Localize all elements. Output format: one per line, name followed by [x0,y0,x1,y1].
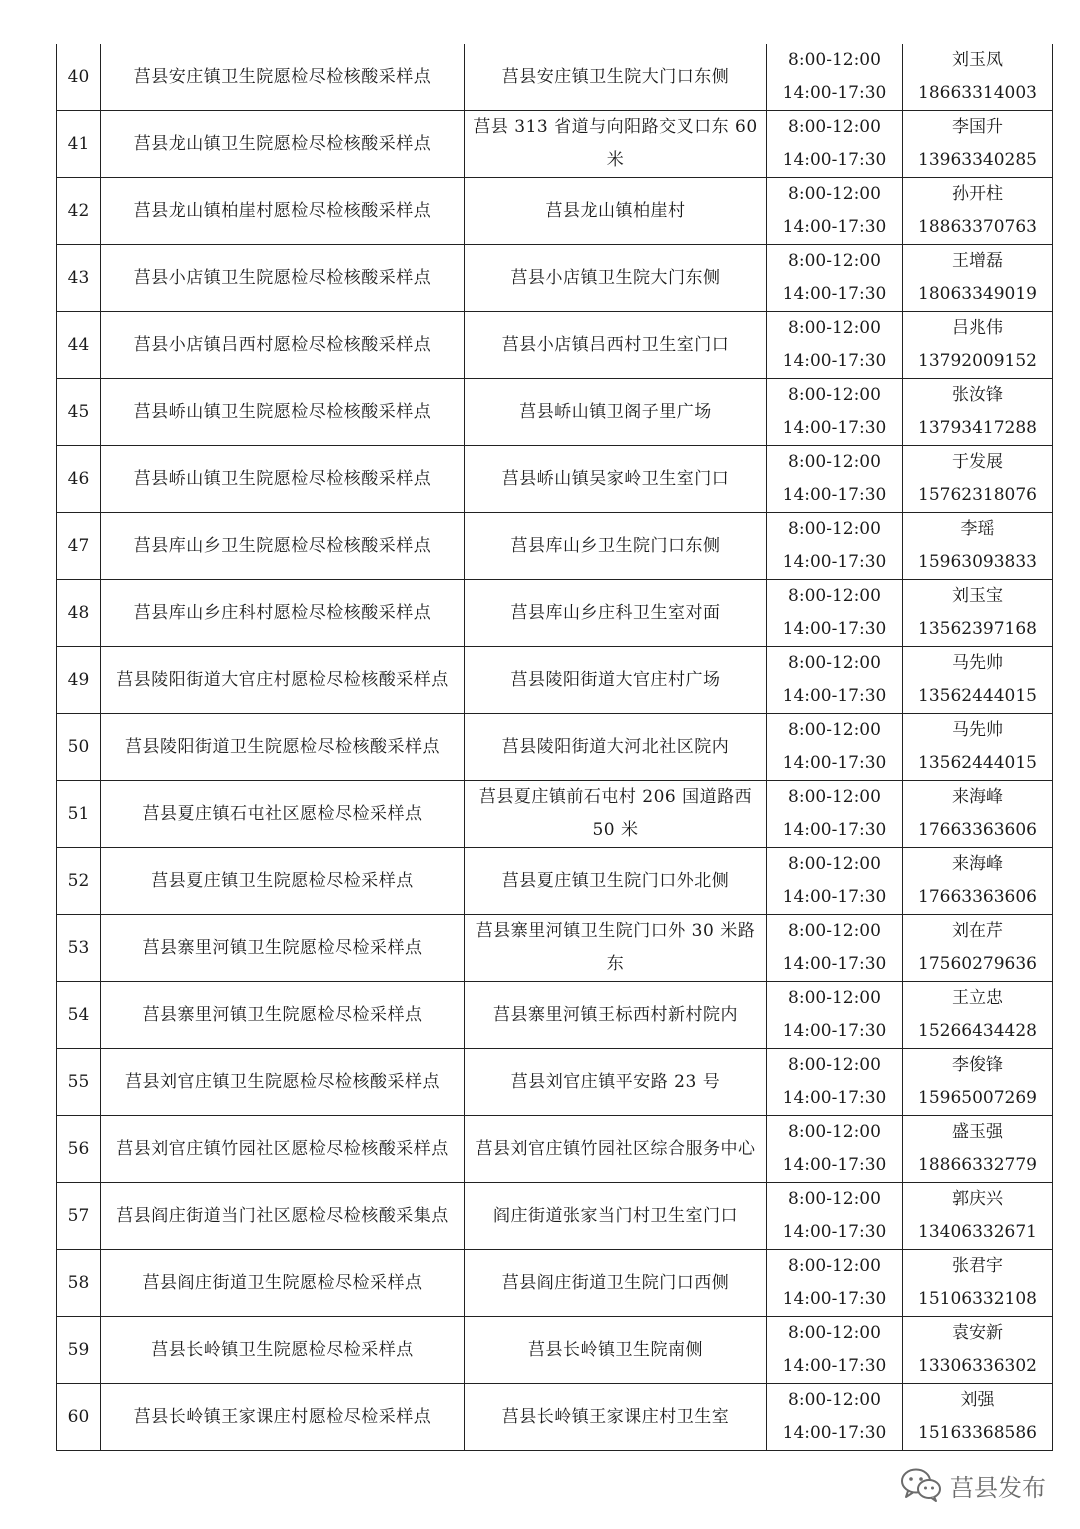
row-number: 59 [57,1317,101,1384]
afternoon-hours: 14:00-17:30 [782,1088,887,1108]
afternoon-hours: 14:00-17:30 [782,150,887,170]
contact-phone: 13793417288 [918,418,1037,438]
table-row [57,312,1053,379]
morning-hours: 8:00-12:00 [788,117,881,137]
site-name: 莒县库山乡庄科村愿检尽检核酸采样点 [101,580,465,647]
row-number: 53 [57,915,101,982]
contact-name: 王增磊 [952,251,1003,271]
morning-hours: 8:00-12:00 [788,988,881,1008]
row-number: 44 [57,312,101,379]
contact-name: 张汝锋 [952,385,1003,405]
afternoon-hours: 14:00-17:30 [782,1289,887,1309]
row-number: 41 [57,111,101,178]
contact-cell [903,714,1053,781]
contact-phone: 13562444015 [918,753,1037,773]
table-row [57,44,1053,111]
site-address: 莒县库山乡庄科卫生室对面 [465,580,767,647]
service-hours [767,982,903,1049]
contact-phone: 15963093833 [918,552,1037,572]
morning-hours: 8:00-12:00 [788,519,881,539]
service-hours [767,1049,903,1116]
site-address: 莒县夏庄镇前石屯村 206 国道路西 50 米 [465,781,767,848]
morning-hours: 8:00-12:00 [788,653,881,673]
contact-phone: 15266434428 [918,1021,1037,1041]
sampling-sites-table-body [57,44,1053,1451]
service-hours [767,1384,903,1451]
row-number: 42 [57,178,101,245]
site-name: 莒县寨里河镇卫生院愿检尽检采样点 [101,982,465,1049]
contact-cell [903,781,1053,848]
morning-hours: 8:00-12:00 [788,385,881,405]
morning-hours: 8:00-12:00 [788,1189,881,1209]
table-row [57,982,1053,1049]
service-hours [767,312,903,379]
afternoon-hours: 14:00-17:30 [782,217,887,237]
contact-phone: 18866332779 [918,1155,1037,1175]
afternoon-hours: 14:00-17:30 [782,619,887,639]
contact-phone: 15965007269 [918,1088,1037,1108]
site-address: 莒县安庄镇卫生院大门口东侧 [465,44,767,111]
site-address: 莒县小店镇吕西村卫生室门口 [465,312,767,379]
contact-cell [903,1116,1053,1183]
contact-phone: 15762318076 [918,485,1037,505]
table-row [57,848,1053,915]
site-address: 阎庄街道张家当门村卫生室门口 [465,1183,767,1250]
contact-cell [903,848,1053,915]
table-row [57,580,1053,647]
morning-hours: 8:00-12:00 [788,50,881,70]
table-row [57,111,1053,178]
afternoon-hours: 14:00-17:30 [782,552,887,572]
contact-phone: 17560279636 [918,954,1037,974]
contact-cell [903,1384,1053,1451]
contact-cell [903,647,1053,714]
afternoon-hours: 14:00-17:30 [782,1155,887,1175]
site-name: 莒县长岭镇王家课庄村愿检尽检采样点 [101,1384,465,1451]
afternoon-hours: 14:00-17:30 [782,351,887,371]
contact-name: 孙开柱 [952,184,1003,204]
contact-phone: 13963340285 [918,150,1037,170]
morning-hours: 8:00-12:00 [788,251,881,271]
site-name: 莒县库山乡卫生院愿检尽检核酸采样点 [101,513,465,580]
afternoon-hours: 14:00-17:30 [782,485,887,505]
table-row [57,1317,1053,1384]
contact-cell [903,1317,1053,1384]
morning-hours: 8:00-12:00 [788,586,881,606]
contact-cell [903,982,1053,1049]
contact-name: 盛玉强 [952,1122,1003,1142]
site-address: 莒县陵阳街道大河北社区院内 [465,714,767,781]
site-name: 莒县小店镇吕西村愿检尽检核酸采样点 [101,312,465,379]
row-number: 51 [57,781,101,848]
service-hours [767,379,903,446]
contact-name: 马先帅 [952,720,1003,740]
afternoon-hours: 14:00-17:30 [782,284,887,304]
contact-phone: 13792009152 [918,351,1037,371]
contact-phone: 18063349019 [918,284,1037,304]
contact-name: 李瑶 [960,519,995,539]
site-address: 莒县长岭镇卫生院南侧 [465,1317,767,1384]
row-number: 60 [57,1384,101,1451]
afternoon-hours: 14:00-17:30 [782,83,887,103]
contact-cell [903,513,1053,580]
site-address: 莒县夏庄镇卫生院门口外北侧 [465,848,767,915]
table-row [57,1384,1053,1451]
row-number: 52 [57,848,101,915]
row-number: 54 [57,982,101,1049]
site-address: 莒县寨里河镇卫生院门口外 30 米路东 [465,915,767,982]
row-number: 46 [57,446,101,513]
contact-cell [903,245,1053,312]
site-address: 莒县刘官庄镇平安路 23 号 [465,1049,767,1116]
contact-name: 刘玉凤 [952,50,1003,70]
site-name: 莒县长岭镇卫生院愿检尽检采样点 [101,1317,465,1384]
site-name: 莒县小店镇卫生院愿检尽检核酸采样点 [101,245,465,312]
table-row [57,446,1053,513]
morning-hours: 8:00-12:00 [788,452,881,472]
morning-hours: 8:00-12:00 [788,720,881,740]
table-row [57,647,1053,714]
site-address: 莒县龙山镇柏崖村 [465,178,767,245]
contact-cell [903,44,1053,111]
afternoon-hours: 14:00-17:30 [782,753,887,773]
contact-name: 刘强 [960,1390,995,1410]
site-address: 莒县峤山镇卫阁子里广场 [465,379,767,446]
row-number: 55 [57,1049,101,1116]
site-name: 莒县安庄镇卫生院愿检尽检核酸采样点 [101,44,465,111]
morning-hours: 8:00-12:00 [788,1323,881,1343]
row-number: 43 [57,245,101,312]
table-row [57,1183,1053,1250]
watermark [900,1465,1046,1505]
site-name: 莒县陵阳街道大官庄村愿检尽检核酸采样点 [101,647,465,714]
contact-name: 刘玉宝 [952,586,1003,606]
morning-hours: 8:00-12:00 [788,1390,881,1410]
contact-cell [903,312,1053,379]
site-address: 莒县 313 省道与向阳路交叉口东 60 米 [465,111,767,178]
watermark-text: 莒县发布 [950,1473,1046,1502]
contact-cell [903,1049,1053,1116]
morning-hours: 8:00-12:00 [788,1256,881,1276]
site-address: 莒县长岭镇王家课庄村卫生室 [465,1384,767,1451]
service-hours [767,1317,903,1384]
service-hours [767,848,903,915]
row-number: 50 [57,714,101,781]
site-name: 莒县龙山镇柏崖村愿检尽检核酸采样点 [101,178,465,245]
contact-cell [903,446,1053,513]
service-hours [767,1183,903,1250]
afternoon-hours: 14:00-17:30 [782,820,887,840]
contact-cell [903,580,1053,647]
contact-phone: 13562397168 [918,619,1037,639]
service-hours [767,714,903,781]
afternoon-hours: 14:00-17:30 [782,1222,887,1242]
contact-cell [903,1183,1053,1250]
service-hours [767,1116,903,1183]
contact-name: 李国升 [952,117,1003,137]
site-address: 莒县刘官庄镇竹园社区综合服务中心 [465,1116,767,1183]
afternoon-hours: 14:00-17:30 [782,887,887,907]
contact-cell [903,178,1053,245]
contact-phone: 18863370763 [918,217,1037,237]
site-name: 莒县阎庄街道卫生院愿检尽检采样点 [101,1250,465,1317]
table-row [57,915,1053,982]
row-number: 49 [57,647,101,714]
contact-cell [903,1250,1053,1317]
contact-name: 马先帅 [952,653,1003,673]
morning-hours: 8:00-12:00 [788,921,881,941]
site-name: 莒县峤山镇卫生院愿检尽检核酸采样点 [101,446,465,513]
contact-cell [903,111,1053,178]
row-number: 45 [57,379,101,446]
morning-hours: 8:00-12:00 [788,854,881,874]
table-row [57,245,1053,312]
table-row [57,178,1053,245]
service-hours [767,513,903,580]
contact-name: 王立忠 [952,988,1003,1008]
row-number: 48 [57,580,101,647]
wechat-icon [900,1467,942,1503]
service-hours [767,580,903,647]
table-row [57,379,1053,446]
row-number: 57 [57,1183,101,1250]
site-name: 莒县夏庄镇卫生院愿检尽检采样点 [101,848,465,915]
table-row [57,1250,1053,1317]
site-name: 莒县寨里河镇卫生院愿检尽检采样点 [101,915,465,982]
table-row [57,513,1053,580]
contact-phone: 13562444015 [918,686,1037,706]
afternoon-hours: 14:00-17:30 [782,1021,887,1041]
service-hours [767,245,903,312]
site-address: 莒县阎庄街道卫生院门口西侧 [465,1250,767,1317]
site-name: 莒县峤山镇卫生院愿检尽检核酸采样点 [101,379,465,446]
contact-name: 刘在芹 [952,921,1003,941]
afternoon-hours: 14:00-17:30 [782,954,887,974]
service-hours [767,44,903,111]
contact-phone: 13406332671 [918,1222,1037,1242]
morning-hours: 8:00-12:00 [788,1122,881,1142]
morning-hours: 8:00-12:00 [788,787,881,807]
table-row [57,781,1053,848]
contact-name: 吕兆伟 [952,318,1003,338]
contact-cell [903,379,1053,446]
contact-phone: 13306336302 [918,1356,1037,1376]
site-address: 莒县库山乡卫生院门口东侧 [465,513,767,580]
table-row [57,1049,1053,1116]
contact-phone: 15163368586 [918,1423,1037,1443]
site-name: 莒县刘官庄镇竹园社区愿检尽检核酸采样点 [101,1116,465,1183]
site-address: 莒县寨里河镇王标西村新村院内 [465,982,767,1049]
contact-cell [903,915,1053,982]
service-hours [767,915,903,982]
service-hours [767,781,903,848]
contact-name: 李俊锋 [952,1055,1003,1075]
contact-name: 于发展 [952,452,1003,472]
site-name: 莒县夏庄镇石屯社区愿检尽检采样点 [101,781,465,848]
service-hours [767,178,903,245]
site-name: 莒县陵阳街道卫生院愿检尽检核酸采样点 [101,714,465,781]
morning-hours: 8:00-12:00 [788,184,881,204]
service-hours [767,111,903,178]
row-number: 47 [57,513,101,580]
table-row [57,1116,1053,1183]
contact-name: 来海峰 [952,854,1003,874]
afternoon-hours: 14:00-17:30 [782,1356,887,1376]
row-number: 58 [57,1250,101,1317]
service-hours [767,647,903,714]
site-address: 莒县小店镇卫生院大门东侧 [465,245,767,312]
row-number: 56 [57,1116,101,1183]
contact-name: 郭庆兴 [952,1189,1003,1209]
morning-hours: 8:00-12:00 [788,1055,881,1075]
table-row [57,714,1053,781]
service-hours [767,446,903,513]
morning-hours: 8:00-12:00 [788,318,881,338]
site-name: 莒县刘官庄镇卫生院愿检尽检核酸采样点 [101,1049,465,1116]
site-name: 莒县阎庄街道当门社区愿检尽检核酸采集点 [101,1183,465,1250]
sampling-sites-table [56,44,1053,1451]
row-number: 40 [57,44,101,111]
afternoon-hours: 14:00-17:30 [782,686,887,706]
site-address: 莒县峤山镇吴家岭卫生室门口 [465,446,767,513]
site-address: 莒县陵阳街道大官庄村广场 [465,647,767,714]
contact-name: 袁安新 [952,1323,1003,1343]
contact-phone: 17663363606 [918,887,1037,907]
contact-name: 来海峰 [952,787,1003,807]
service-hours [767,1250,903,1317]
contact-phone: 18663314003 [918,83,1037,103]
contact-phone: 15106332108 [918,1289,1037,1309]
afternoon-hours: 14:00-17:30 [782,1423,887,1443]
contact-name: 张君宇 [952,1256,1003,1276]
site-name: 莒县龙山镇卫生院愿检尽检核酸采样点 [101,111,465,178]
contact-phone: 17663363606 [918,820,1037,840]
afternoon-hours: 14:00-17:30 [782,418,887,438]
